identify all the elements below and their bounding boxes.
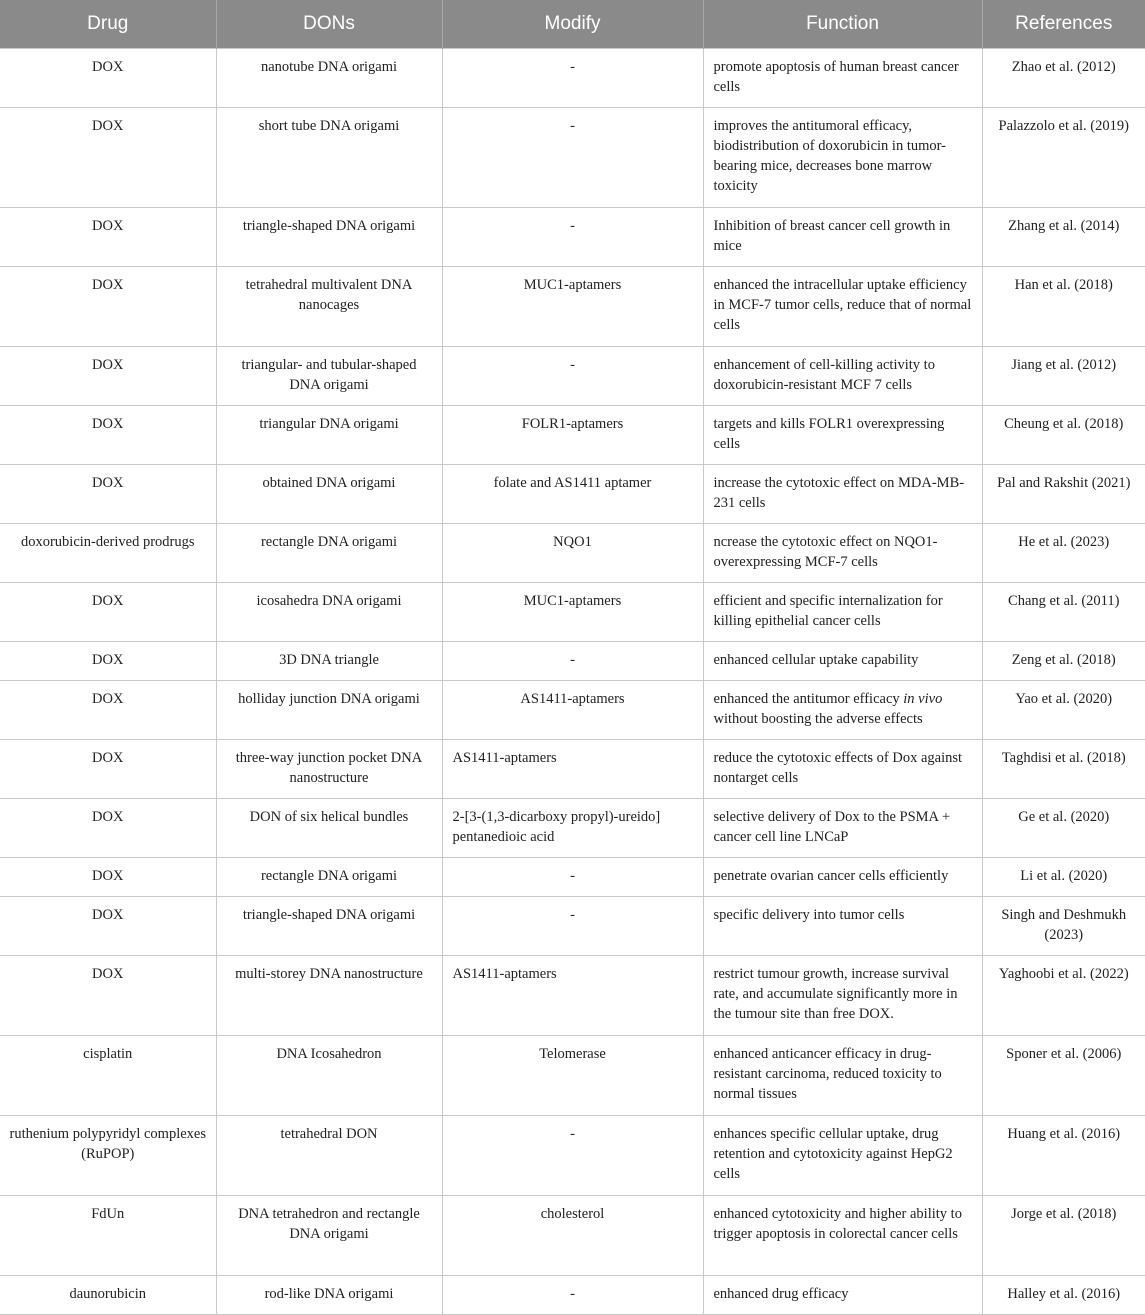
dons-cell: DNA tetrahedron and rectangle DNA origami	[216, 1196, 442, 1276]
drug-cell: DOX	[0, 406, 216, 465]
table-row	[0, 642, 1145, 681]
reference-cell: Han et al. (2018)	[982, 267, 1145, 347]
dons-cell: rod-like DNA origami	[216, 1276, 442, 1315]
dons-cell: rectangle DNA origami	[216, 858, 442, 897]
table-row	[0, 1196, 1145, 1276]
function-cell: enhanced anticancer efficacy in drug-resistant carcinoma, reduced toxicity to normal tissues	[703, 1036, 982, 1116]
reference-cell: Halley et al. (2016)	[982, 1276, 1145, 1315]
reference-cell: He et al. (2023)	[982, 524, 1145, 583]
table-body	[0, 49, 1145, 1315]
table-row	[0, 681, 1145, 740]
dons-cell: DNA Icosahedron	[216, 1036, 442, 1116]
reference-cell: Ge et al. (2020)	[982, 799, 1145, 858]
table-row	[0, 465, 1145, 524]
header-modify: Modify	[442, 0, 703, 49]
table-row	[0, 267, 1145, 347]
table-row	[0, 524, 1145, 583]
drug-cell: ruthenium polypyridyl complexes (RuPOP)	[0, 1116, 216, 1196]
reference-cell: Pal and Rakshit (2021)	[982, 465, 1145, 524]
drug-cell: cisplatin	[0, 1036, 216, 1116]
dons-cell: multi-storey DNA nanostructure	[216, 956, 442, 1036]
function-cell: restrict tumour growth, increase survival rate, and accumulate significantly more in the tumour site than free DOX.	[703, 956, 982, 1036]
drug-cell: DOX	[0, 858, 216, 897]
modify-cell: -	[442, 347, 703, 406]
drug-cell: DOX	[0, 897, 216, 956]
reference-cell: Jiang et al. (2012)	[982, 347, 1145, 406]
modify-cell: Telomerase	[442, 1036, 703, 1116]
dons-cell: triangular- and tubular-shaped DNA origami	[216, 347, 442, 406]
function-cell: targets and kills FOLR1 overexpressing cells	[703, 406, 982, 465]
modify-cell: -	[442, 1276, 703, 1315]
drug-cell: DOX	[0, 108, 216, 208]
function-cell: enhanced the intracellular uptake efficiency in MCF-7 tumor cells, reduce that of normal cells	[703, 267, 982, 347]
drug-cell: daunorubicin	[0, 1276, 216, 1315]
modify-cell: -	[442, 208, 703, 267]
table-row	[0, 956, 1145, 1036]
reference-cell: Zhao et al. (2012)	[982, 49, 1145, 108]
function-cell: enhanced drug efficacy	[703, 1276, 982, 1315]
function-cell: reduce the cytotoxic effects of Dox against nontarget cells	[703, 740, 982, 799]
table-row	[0, 1276, 1145, 1315]
modify-cell: FOLR1-aptamers	[442, 406, 703, 465]
modify-cell: MUC1-aptamers	[442, 267, 703, 347]
table-row	[0, 208, 1145, 267]
table-row	[0, 49, 1145, 108]
header-dons: DONs	[216, 0, 442, 49]
table-row	[0, 1116, 1145, 1196]
header-references: References	[982, 0, 1145, 49]
modify-cell: -	[442, 108, 703, 208]
table-header	[0, 0, 1145, 49]
header-drug: Drug	[0, 0, 216, 49]
modify-cell: AS1411-aptamers	[442, 681, 703, 740]
drug-cell: DOX	[0, 642, 216, 681]
dons-cell: triangular DNA origami	[216, 406, 442, 465]
table-row	[0, 858, 1145, 897]
modify-cell: -	[442, 897, 703, 956]
drug-cell: DOX	[0, 583, 216, 642]
table-row	[0, 108, 1145, 208]
reference-cell: Zeng et al. (2018)	[982, 642, 1145, 681]
dons-cell: DON of six helical bundles	[216, 799, 442, 858]
reference-cell: Yaghoobi et al. (2022)	[982, 956, 1145, 1036]
dons-cell: nanotube DNA origami	[216, 49, 442, 108]
dons-cell: three-way junction pocket DNA nanostructure	[216, 740, 442, 799]
table-row	[0, 740, 1145, 799]
modify-cell: MUC1-aptamers	[442, 583, 703, 642]
drug-cell: DOX	[0, 465, 216, 524]
header-row	[0, 0, 1145, 49]
dons-cell: obtained DNA origami	[216, 465, 442, 524]
table-row	[0, 406, 1145, 465]
dons-cell: short tube DNA origami	[216, 108, 442, 208]
modify-cell: -	[442, 858, 703, 897]
table-row	[0, 1036, 1145, 1116]
function-cell: Inhibition of breast cancer cell growth in mice	[703, 208, 982, 267]
drug-cell: DOX	[0, 49, 216, 108]
function-cell: ncrease the cytotoxic effect on NQO1-overexpressing MCF-7 cells	[703, 524, 982, 583]
reference-cell: Singh and Deshmukh (2023)	[982, 897, 1145, 956]
modify-cell: AS1411-aptamers	[442, 956, 703, 1036]
function-cell: increase the cytotoxic effect on MDA-MB-231 cells	[703, 465, 982, 524]
table-row	[0, 347, 1145, 406]
reference-cell: Cheung et al. (2018)	[982, 406, 1145, 465]
function-cell: selective delivery of Dox to the PSMA + cancer cell line LNCaP	[703, 799, 982, 858]
function-cell: enhances specific cellular uptake, drug retention and cytotoxicity against HepG2 cells	[703, 1116, 982, 1196]
function-cell: enhanced cytotoxicity and higher ability to trigger apoptosis in colorectal cancer cells	[703, 1196, 982, 1276]
modify-cell: 2-[3-(1,3-dicarboxy propyl)-ureido] pentanedioic acid	[442, 799, 703, 858]
dons-cell: icosahedra DNA origami	[216, 583, 442, 642]
reference-cell: Yao et al. (2020)	[982, 681, 1145, 740]
reference-cell: Zhang et al. (2014)	[982, 208, 1145, 267]
function-cell: penetrate ovarian cancer cells efficiently	[703, 858, 982, 897]
modify-cell: folate and AS1411 aptamer	[442, 465, 703, 524]
modify-cell: cholesterol	[442, 1196, 703, 1276]
function-cell: enhanced cellular uptake capability	[703, 642, 982, 681]
function-text: without boosting the adverse effects	[713, 711, 923, 727]
modify-cell: -	[442, 1116, 703, 1196]
function-cell: promote apoptosis of human breast cancer cells	[703, 49, 982, 108]
modify-cell: -	[442, 642, 703, 681]
function-cell: improves the antitumoral efficacy, biodistribution of doxorubicin in tumor-bearing mice, decreases bone marrow toxicity	[703, 108, 982, 208]
function-text: enhanced the antitumor efficacy	[713, 691, 904, 707]
dons-cell: holliday junction DNA origami	[216, 681, 442, 740]
reference-cell: Taghdisi et al. (2018)	[982, 740, 1145, 799]
modify-cell: -	[442, 49, 703, 108]
reference-cell: Li et al. (2020)	[982, 858, 1145, 897]
table-row	[0, 799, 1145, 858]
reference-cell: Palazzolo et al. (2019)	[982, 108, 1145, 208]
dons-cell: triangle-shaped DNA origami	[216, 208, 442, 267]
function-cell: enhancement of cell-killing activity to doxorubicin-resistant MCF 7 cells	[703, 347, 982, 406]
dons-cell: 3D DNA triangle	[216, 642, 442, 681]
modify-cell: NQO1	[442, 524, 703, 583]
function-cell	[703, 681, 982, 740]
modify-cell: AS1411-aptamers	[442, 740, 703, 799]
dons-cell: tetrahedral DON	[216, 1116, 442, 1196]
reference-cell: Chang et al. (2011)	[982, 583, 1145, 642]
table-row	[0, 897, 1145, 956]
dons-cell: rectangle DNA origami	[216, 524, 442, 583]
drug-cell: DOX	[0, 740, 216, 799]
drug-cell: doxorubicin-derived prodrugs	[0, 524, 216, 583]
reference-cell: Jorge et al. (2018)	[982, 1196, 1145, 1276]
dons-cell: tetrahedral multivalent DNA nanocages	[216, 267, 442, 347]
function-cell: efficient and specific internalization for killing epithelial cancer cells	[703, 583, 982, 642]
drug-cell: DOX	[0, 267, 216, 347]
reference-cell: Huang et al. (2016)	[982, 1116, 1145, 1196]
header-function: Function	[703, 0, 982, 49]
reference-cell: Sponer et al. (2006)	[982, 1036, 1145, 1116]
table-row	[0, 583, 1145, 642]
function-italic-text: in vivo	[903, 691, 943, 707]
dons-cell: triangle-shaped DNA origami	[216, 897, 442, 956]
function-cell: specific delivery into tumor cells	[703, 897, 982, 956]
drug-cell: DOX	[0, 956, 216, 1036]
drug-cell: DOX	[0, 799, 216, 858]
drug-cell: DOX	[0, 681, 216, 740]
drug-cell: DOX	[0, 347, 216, 406]
drug-cell: DOX	[0, 208, 216, 267]
drug-cell: FdUn	[0, 1196, 216, 1276]
